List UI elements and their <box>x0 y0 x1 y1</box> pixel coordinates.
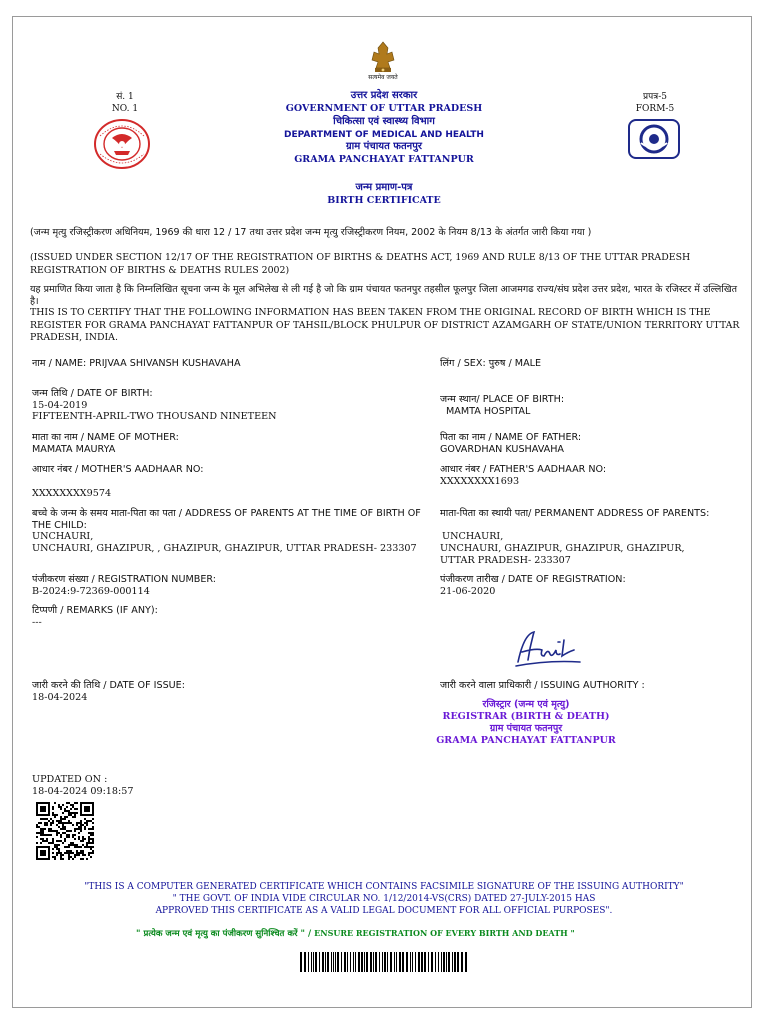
govt-hindi: उत्तर प्रदेश सरकार <box>350 90 418 101</box>
authority-signature <box>512 626 584 670</box>
date-of-issue-value: 18-04-2024 <box>32 692 88 703</box>
registration-date-value: 21-06-2020 <box>440 586 496 597</box>
slogan-english: ENSURE REGISTRATION OF EVERY BIRTH AND DEATH " <box>314 928 575 938</box>
father-aadhaar-value: XXXXXXXX1693 <box>440 476 520 487</box>
footer-line-3: APPROVED THIS CERTIFICATE AS A VALID LEGAL DOCUMENT FOR ALL OFFICIAL PURPOSES". <box>155 906 613 916</box>
barcode <box>300 952 468 972</box>
registrar-english: REGISTRAR (BIRTH & DEATH) <box>442 711 610 722</box>
issued-under-english: (ISSUED UNDER SECTION 12/17 OF THE REGISTRATION OF BIRTHS & DEATHS ACT, 1969 AND RULE 8/13 OF THE UTTAR PRADESH REGISTRATION OF BIRTHS & DEATHS RULES 2002) <box>30 252 691 276</box>
pob-label: जन्म स्थान/ PLACE OF BIRTH: <box>440 394 565 405</box>
pob-value: MAMTA HOSPITAL <box>446 406 531 417</box>
dob-in-words: FIFTEENTH-APRIL-TWO THOUSAND NINETEEN <box>32 411 277 422</box>
sex-label: लिंग / SEX: <box>440 358 489 369</box>
name-value: PRIJVAA SHIVANSH KUSHAVAHA <box>89 358 241 369</box>
father-name-value: GOVARDHAN KUSHAVAHA <box>440 444 564 455</box>
serial-no-hindi: सं. 1 <box>116 92 134 102</box>
footer-line-1: "THIS IS A COMPUTER GENERATED CERTIFICATE WHICH CONTAINS FACSIMILE SIGNATURE OF THE ISSUING AUTHORITY" <box>84 882 684 892</box>
crs-logo <box>628 119 680 159</box>
date-of-issue-label: जारी करने की तिथि / DATE OF ISSUE: <box>32 680 185 691</box>
serial-no: NO. 1 <box>111 104 139 114</box>
sex-field <box>440 358 541 370</box>
issued-under-hindi: (जन्म मृत्यु रजिस्ट्रीकरण अधिनियम, 1969 की धारा 12 / 17 तथा उत्तर प्रदेश जन्म मृत्यु रजिस्ट्रीकरण नियम, 2002 के नियम 8/13 के अंतर्गत जारी किया गया ) <box>30 227 592 238</box>
up-govt-seal <box>92 118 152 170</box>
panchayat-hindi: ग्राम पंचायत फतनपुर <box>345 141 423 152</box>
dept-hindi: चिकित्सा एवं स्वास्थ्य विभाग <box>333 116 435 127</box>
govt-english: GOVERNMENT OF UTTAR PRADESH <box>285 103 483 114</box>
remarks-label: टिप्पणी / REMARKS (IF ANY): <box>32 605 158 616</box>
registrar-panchayat-hindi: ग्राम पंचायत फतनपुर <box>489 723 563 734</box>
registrar-hindi: रजिस्ट्रार (जन्म एवं मृत्यु) <box>482 699 570 710</box>
registrar-panchayat-english: GRAMA PANCHAYAT FATTANPUR <box>436 735 616 746</box>
permanent-address-label: माता-पिता का स्थायी पता/ PERMANENT ADDRESS OF PARENTS: <box>440 508 710 519</box>
registration-number-value: B-2024:9-72369-000114 <box>32 586 150 597</box>
permanent-address-line3: UTTAR PRADESH- 233307 <box>440 555 571 566</box>
remarks-value: --- <box>32 617 42 628</box>
qr-code <box>36 802 94 860</box>
dob-label: जन्म तिथि / DATE OF BIRTH: <box>32 388 153 399</box>
form-no: FORM-5 <box>635 104 675 114</box>
form-no-hindi: प्रपत्र-5 <box>643 92 667 102</box>
footer-line-2: " THE GOVT. OF INDIA VIDE CIRCULAR NO. 1/12/2014-VS(CRS) DATED 27-JULY-2015 HAS <box>172 894 596 904</box>
certify-english: THIS IS TO CERTIFY THAT THE FOLLOWING INFORMATION HAS BEEN TAKEN FROM THE ORIGINAL RECORD OF BIRTH WHICH IS THE REGISTER FOR GRAMA PANCHAYAT FATTANPUR OF TAHSIL/BLOCK PHULPUR OF DISTRICT AZAMGARH OF STATE/UNION TERRITORY UTTAR PRADESH, INDIA. <box>30 307 740 343</box>
updated-on-label: UPDATED ON : <box>32 774 108 785</box>
dept-english: DEPARTMENT OF MEDICAL AND HEALTH <box>284 130 484 140</box>
address-at-birth-line2: UNCHAURI, GHAZIPUR, , GHAZIPUR, GHAZIPUR, UTTAR PRADESH- 233307 <box>32 543 417 554</box>
permanent-address-line2: UNCHAURI, GHAZIPUR, GHAZIPUR, GHAZIPUR, <box>440 543 685 554</box>
mother-name-value: MAMATA MAURYA <box>32 444 116 455</box>
permanent-address-line1: UNCHAURI, <box>442 531 504 542</box>
certify-hindi: यह प्रमाणित किया जाता है कि निम्नलिखित सूचना जन्म के मूल अभिलेख से ली गई है जो कि ग्राम पंचायत फतनपुर तहसील फूलपुर जिला आजमगढ राज्य/संघ प्रदेश उत्तर प्रदेश, भारत के रजिस्टर में उल्लिखित है। <box>30 284 738 307</box>
mother-name-label: माता का नाम / NAME OF MOTHER: <box>32 432 179 443</box>
mother-aadhaar-value: XXXXXXXX9574 <box>32 488 112 499</box>
name-label: नाम / NAME: <box>32 358 90 369</box>
father-name-label: पिता का नाम / NAME OF FATHER: <box>440 432 582 443</box>
panchayat-english: GRAMA PANCHAYAT FATTANPUR <box>294 154 474 165</box>
address-at-birth-label: बच्चे के जन्म के समय माता-पिता का पता / ADDRESS OF PARENTS AT THE TIME OF BIRTH OF THE CHILD: <box>32 508 421 531</box>
issuing-authority-label: जारी करने वाला प्राधिकारी / ISSUING AUTHORITY : <box>440 680 645 691</box>
registration-slogan <box>136 927 656 940</box>
name-field <box>32 358 241 370</box>
dob-value: 15-04-2019 <box>32 400 88 411</box>
updated-on-value: 18-04-2024 09:18:57 <box>32 786 134 797</box>
mother-aadhaar-label: आधार नंबर / MOTHER'S AADHAAR NO: <box>32 464 204 475</box>
address-at-birth-line1: UNCHAURI, <box>32 531 94 542</box>
registration-number-label: पंजीकरण संख्या / REGISTRATION NUMBER: <box>32 574 217 585</box>
title-english: BIRTH CERTIFICATE <box>327 195 441 206</box>
slogan-hindi: " प्रत्येक जन्म एवं मृत्यु का पंजीकरण सुनिश्चित करें " / <box>136 929 312 939</box>
registration-date-label: पंजीकरण तारीख / DATE OF REGISTRATION: <box>440 574 626 585</box>
title-hindi: जन्म प्रमाण-पत्र <box>355 182 413 193</box>
sex-value: पुरुष / MALE <box>488 358 542 369</box>
emblem-motto: सत्यमेव जयते <box>368 74 398 81</box>
father-aadhaar-label: आधार नंबर / FATHER'S AADHAAR NO: <box>440 464 607 475</box>
